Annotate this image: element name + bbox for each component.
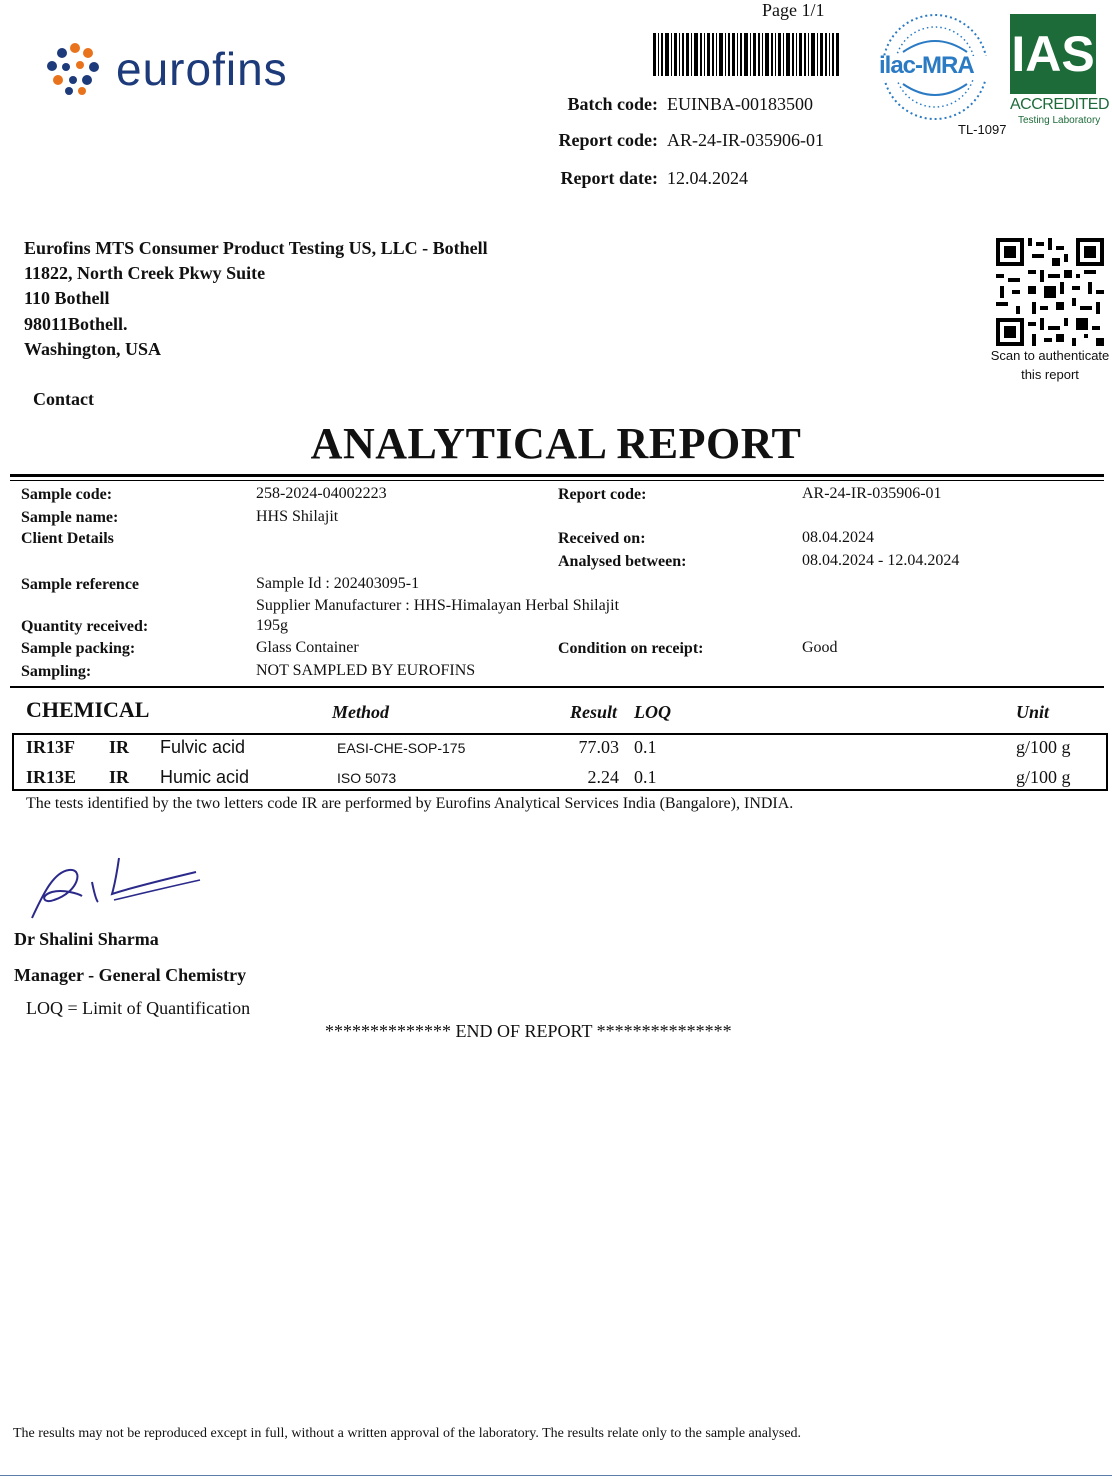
report-code-value: AR-24-IR-035906-01 <box>667 130 824 150</box>
sample-report-code-label: Report code: <box>558 486 647 503</box>
report-code-label: Report code: <box>558 130 658 150</box>
signatory-role: Manager - General Chemistry <box>14 965 247 985</box>
ias-logo: IAS <box>1010 14 1096 94</box>
test-result: 77.03 <box>578 737 619 757</box>
sample-name-value: HHS Shilajit <box>256 508 339 525</box>
sample-packing-label: Sample packing: <box>21 640 136 657</box>
footer-divider <box>0 1475 1112 1476</box>
tl-number: TL-1097 <box>958 122 1007 137</box>
sample-packing-value: Glass Container <box>256 639 359 656</box>
sample-report-code-value: AR-24-IR-035906-01 <box>802 485 942 502</box>
test-unit: g/100 g <box>1016 767 1071 787</box>
unit-column-header: Unit <box>1016 702 1050 722</box>
condition-value: Good <box>802 639 838 656</box>
quantity-received-value: 195g <box>256 617 288 634</box>
lab-address-line: Washington, USA <box>24 339 162 359</box>
batch-code-label: Batch code: <box>567 94 658 114</box>
footer-disclaimer: The results may not be reproduced except in full, without a written approval of the laboratory. The results relate only to the sample analysed. <box>13 1426 802 1441</box>
test-result: 2.24 <box>587 767 619 787</box>
test-method: ISO 5073 <box>337 770 397 786</box>
analysed-between-label: Analysed between: <box>558 553 687 570</box>
analyte-name: Fulvic acid <box>160 737 246 757</box>
page-number: Page 1/1 <box>762 0 825 20</box>
end-of-report: ************** END OF REPORT *************** <box>325 1021 732 1041</box>
received-on-label: Received on: <box>558 530 646 547</box>
lab-address-line: 98011Bothell. <box>24 314 128 334</box>
lab-address-line: 110 Bothell <box>24 288 110 308</box>
barcode-icon <box>653 33 839 76</box>
loq-definition: LOQ = Limit of Quantification <box>26 998 251 1018</box>
sample-reference-value: Sample Id : 202403095-1 <box>256 575 420 592</box>
method-column-header: Method <box>332 702 390 722</box>
analyte-name: Humic acid <box>160 767 250 787</box>
lab-address-line: 11822, North Creek Pkwy Suite <box>24 263 266 283</box>
analysed-between-value: 08.04.2024 - 12.04.2024 <box>802 552 960 569</box>
report-date-label: Report date: <box>560 168 658 188</box>
sampling-label: Sampling: <box>21 663 92 680</box>
signatory-name: Dr Shalini Sharma <box>14 929 159 949</box>
sample-code-value: 258-2024-04002223 <box>256 485 387 502</box>
lab-name: Eurofins MTS Consumer Product Testing US, LLC - Bothell <box>24 238 488 258</box>
test-code: IR13E <box>26 767 77 787</box>
sample-code-label: Sample code: <box>21 486 113 503</box>
received-on-value: 08.04.2024 <box>802 529 874 546</box>
qr-caption: Scan to authenticate this report <box>990 348 1110 382</box>
test-loq: 0.1 <box>634 737 657 757</box>
contact-label: Contact <box>33 389 94 409</box>
title-divider <box>10 474 1104 477</box>
subcontract-note: The tests identified by the two letters code IR are performed by Eurofins Analytical Services India (Bangalore), INDIA. <box>26 795 794 812</box>
ilac-mra-text: ilac-MRA <box>879 52 974 79</box>
test-lab-code: IR <box>109 737 130 757</box>
quantity-received-label: Quantity received: <box>21 618 149 635</box>
test-loq: 0.1 <box>634 767 657 787</box>
report-date-value: 12.04.2024 <box>667 168 748 188</box>
testing-laboratory-text: Testing Laboratory <box>1018 115 1101 126</box>
sample-name-label: Sample name: <box>21 509 119 526</box>
chemical-section-title: CHEMICAL <box>26 697 150 722</box>
report-title: ANALYTICAL REPORT <box>310 419 802 468</box>
batch-code-value: EUINBA-00183500 <box>667 94 813 114</box>
test-method: EASI-CHE-SOP-175 <box>337 740 466 756</box>
brand-name: eurofins <box>116 43 288 95</box>
sample-reference-value: Supplier Manufacturer : HHS-Himalayan Herbal Shilajit <box>256 597 620 614</box>
test-lab-code: IR <box>109 767 130 787</box>
sample-reference-label: Sample reference <box>21 576 140 593</box>
result-column-header: Result <box>570 702 618 722</box>
signature-icon <box>24 852 204 924</box>
client-details-label: Client Details <box>21 530 114 547</box>
accredited-text: ACCREDITED <box>1010 96 1110 113</box>
qr-code-icon[interactable] <box>996 238 1104 346</box>
test-code: IR13F <box>26 737 75 757</box>
section-divider <box>10 686 1104 688</box>
title-divider <box>10 480 1104 481</box>
sampling-value: NOT SAMPLED BY EUROFINS <box>256 662 476 679</box>
condition-label: Condition on receipt: <box>558 640 704 657</box>
loq-column-header: LOQ <box>634 702 671 722</box>
test-unit: g/100 g <box>1016 737 1071 757</box>
eurofins-logo-icon <box>44 40 106 101</box>
